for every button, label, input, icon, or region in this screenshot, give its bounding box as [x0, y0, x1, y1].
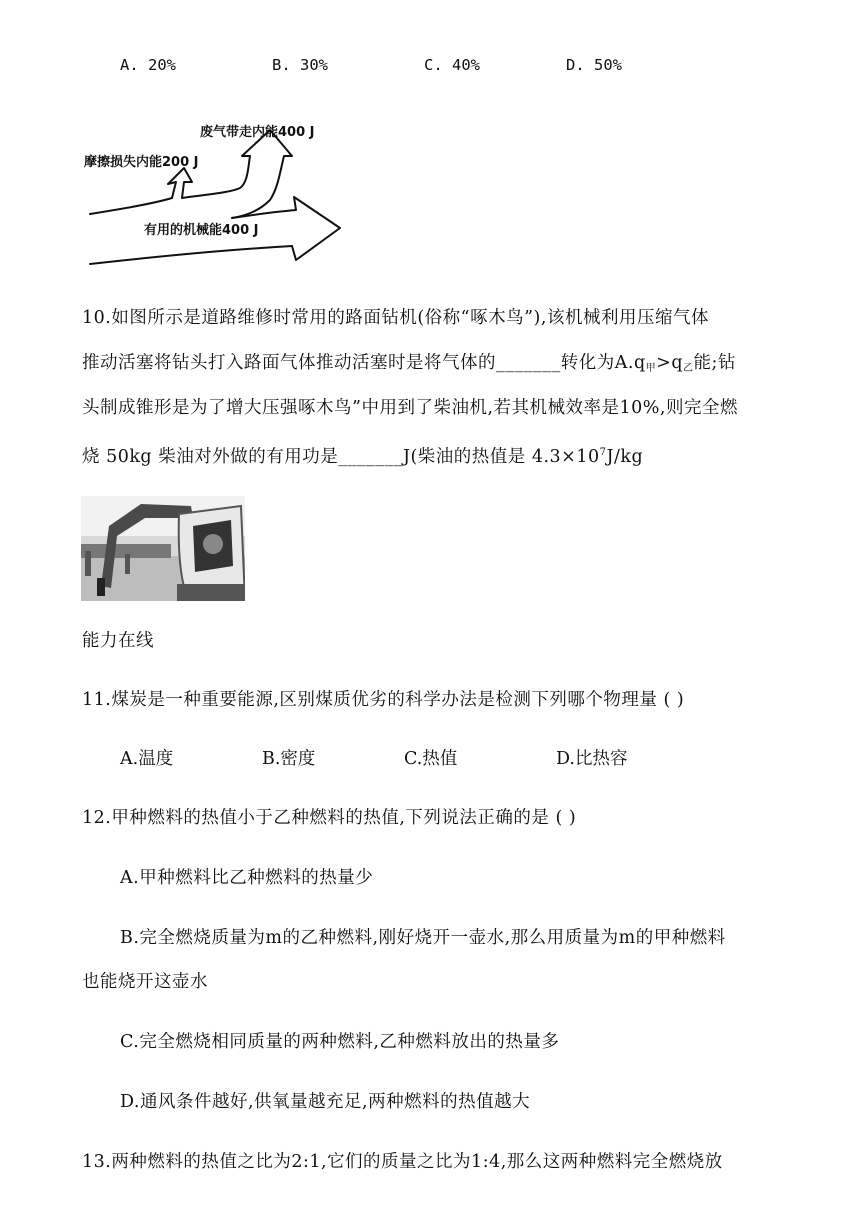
q9-option-c: C. 40% — [424, 56, 480, 74]
q10-line-2: 推动活塞将钻头打入路面气体推动活塞时是将气体的_______转化为$A.q_甲>q_乙$能;钻 — [82, 353, 736, 374]
q12-stem: 12.甲种燃料的热值小于乙种燃料的热值,下列说法正确的是 ( ) — [82, 808, 577, 828]
q12-option-d: D.通风条件越好,供氧量越充足,两种燃料的热值越大 — [120, 1092, 531, 1112]
section-title: 能力在线 — [82, 631, 154, 651]
q13-stem: 13.两种燃料的热值之比为2:1,它们的质量之比为1:4,那么这两种燃料完全燃烧放 — [82, 1152, 723, 1172]
q12-option-b-line-1: B.完全燃烧质量为m的乙种燃料,刚好烧开一壶水,那么用质量为m的甲种燃料 — [120, 928, 726, 948]
q11-option-d: D.比热容 — [556, 749, 628, 769]
q9-option-d: D. 50% — [566, 56, 622, 74]
exhaust-loss-arrow — [182, 130, 292, 218]
exhaust-label: 废气带走内能400 J — [200, 125, 315, 140]
q11-stem: 11.煤炭是一种重要能源,区别煤质优劣的科学办法是检测下列哪个物理量 ( ) — [82, 690, 685, 710]
friction-label: 摩擦损失内能200 J — [84, 155, 199, 170]
q10-line-3: 头制成锥形是为了增大压强啄木鸟”中用到了柴油机,若其机械效率是10%,则完全燃 — [82, 398, 738, 418]
q9-option-a: A. 20% — [120, 56, 176, 74]
friction-loss-arrow — [168, 168, 192, 198]
q10-line-1: 10.如图所示是道路维修时常用的路面钻机(俗称“啄木鸟”),该机械利用压缩气体 — [82, 308, 709, 328]
useful-label: 有用的机械能400 J — [144, 223, 259, 238]
q10-line-4: 烧 50kg 柴油对外做的有用功是_______J(柴油的热值是 $4.3\times 10^7J/kg$ — [82, 447, 644, 467]
main-energy-band — [90, 198, 172, 214]
q12-option-a: A.甲种燃料比乙种燃料的热量少 — [120, 868, 374, 888]
q11-option-a: A.温度 — [120, 749, 174, 769]
energy-flow-diagram — [82, 112, 352, 272]
q12-option-b-line-2: 也能烧开这壶水 — [82, 972, 208, 992]
q12-option-c: C.完全燃烧相同质量的两种燃料,乙种燃料放出的热量多 — [120, 1032, 560, 1052]
road-drill-photo — [81, 496, 245, 601]
q11-option-b: B.密度 — [262, 749, 316, 769]
q9-option-b: B. 30% — [272, 56, 328, 74]
q11-option-c: C.热值 — [404, 749, 458, 769]
